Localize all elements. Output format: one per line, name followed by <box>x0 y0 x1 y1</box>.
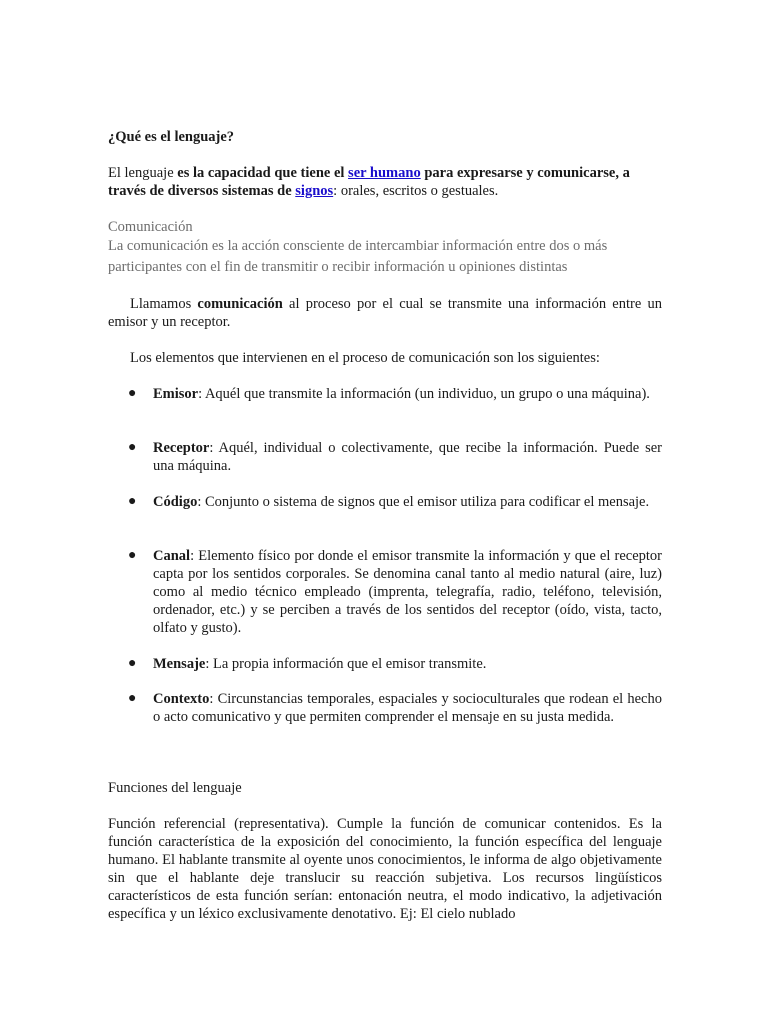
comunicacion-definition: La comunicación es la acción consciente de intercambiar información entre dos o más participantes con el fin de transmitir o recibir información u opiniones distintas <box>108 238 608 275</box>
list-item-desc: : Elemento físico por donde el emisor transmite la información y que el receptor capta por los sentidos corporales. Se denomina canal tanto al medio natural (aire, luz) como al medio técnico empleado (imprenta, telegrafía, radio, teléfono, televisión, ordenador, etc.) y se perciben a través de los sentidos del receptor (oído, vista, tacto, olfato y gusto). <box>153 548 662 636</box>
bullet-icon: ● <box>128 494 137 509</box>
list-item-text <box>153 493 662 511</box>
intro-lead: El lenguaje <box>108 165 178 181</box>
list-item-desc: : La propia información que el emisor transmite. <box>205 656 487 672</box>
elements-intro: Los elementos que intervienen en el proceso de comunicación son los siguientes: <box>130 350 600 366</box>
para1-tail: al proceso por el cual se transmite una información entre un emisor y un receptor. <box>108 296 662 330</box>
list-item-text <box>153 655 662 673</box>
list-item <box>108 385 662 403</box>
para1-lead: Llamamos <box>130 296 198 312</box>
list-item-term: Emisor <box>153 386 199 402</box>
list-item-text <box>153 385 662 403</box>
list-item-term: Mensaje <box>153 656 206 672</box>
intro-tail: : orales, escritos o gestuales. <box>333 183 499 199</box>
list-item-term: Contexto <box>153 691 210 707</box>
list-item <box>108 690 662 726</box>
bullet-icon: ● <box>128 656 137 671</box>
comunicacion-title: Comunicación <box>108 219 193 235</box>
list-item-term: Canal <box>153 548 191 564</box>
bullet-icon: ● <box>128 691 137 706</box>
intro-bold-1: es la capacidad que tiene el <box>177 165 349 181</box>
list-item <box>108 493 662 511</box>
list-item-desc: : Aquél, individual o colectivamente, que recibe la información. Puede ser una máquina. <box>153 440 662 474</box>
list-item-term: Receptor <box>153 440 210 456</box>
funciones-title: Funciones del lenguaje <box>108 780 242 796</box>
list-item <box>108 655 662 673</box>
list-item-desc: : Circunstancias temporales, espaciales y socioculturales que rodean el hecho o acto comunicativo y que permiten comprender el mensaje en su justa medida. <box>153 691 662 725</box>
list-item-desc: : Aquél que transmite la información (un individuo, un grupo o una máquina). <box>198 386 650 402</box>
para1-bold: comunicación <box>197 296 283 312</box>
list-item <box>108 439 662 475</box>
list-item-text <box>153 439 662 475</box>
comunicacion-paragraph <box>108 295 662 331</box>
intro-bold-2: para expresarse y comunicarse, a través de diversos sistemas de <box>108 165 630 199</box>
link-ser-humano[interactable]: ser humano <box>348 165 421 181</box>
bullet-icon: ● <box>128 548 137 563</box>
intro-paragraph <box>108 164 662 200</box>
list-item-text <box>153 547 662 637</box>
list-item-desc: : Conjunto o sistema de signos que el emisor utiliza para codificar el mensaje. <box>197 494 650 510</box>
list-item-text <box>153 690 662 726</box>
page-heading: ¿Qué es el lenguaje? <box>108 129 235 145</box>
list-item <box>108 547 662 637</box>
funcion-referencial-paragraph: Función referencial (representativa). Cumple la función de comunicar contenidos. Es la función característica de la exposición del conocimiento, la función específica del lenguaje humano. El hablante transmite al oyente unos conocimientos, le informa de algo objetivamente sin que el hablante deje translucir su reacción subjetiva. Los recursos lingüísticos característicos de esta función serían: entonación neutra, el modo indicativo, la adjetivación específica y un léxico exclusivamente denotativo. Ej: El cielo nublado <box>108 816 662 922</box>
link-signos[interactable]: signos <box>295 183 334 199</box>
list-item-term: Código <box>153 494 198 510</box>
bullet-icon: ● <box>128 440 137 455</box>
bullet-icon: ● <box>128 386 137 401</box>
